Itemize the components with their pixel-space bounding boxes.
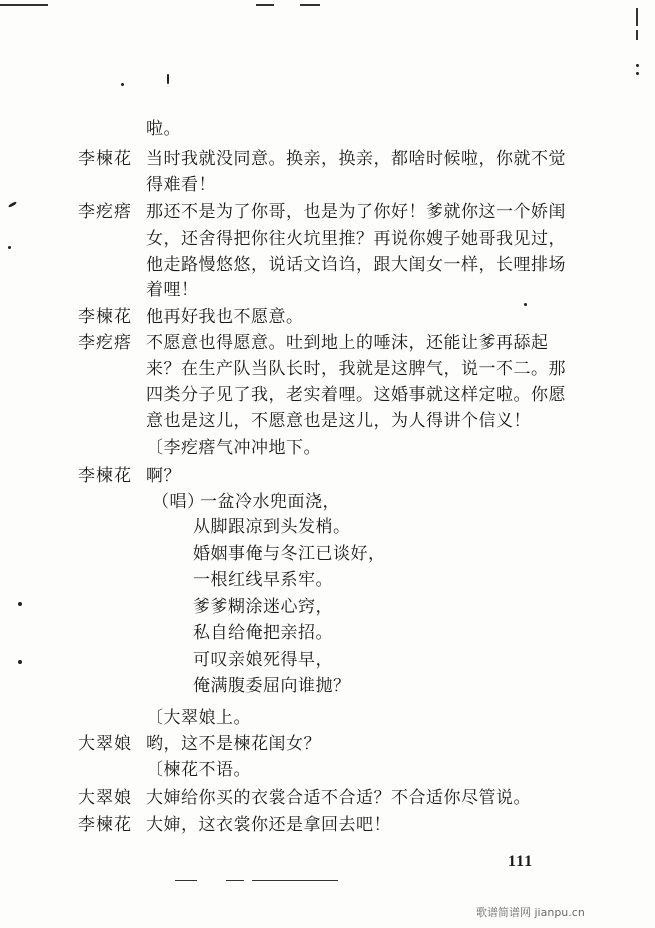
bottom-edge-mark <box>175 880 197 881</box>
scan-speck <box>524 303 527 306</box>
bottom-edge-mark <box>252 880 338 881</box>
singing-cue: （唱） <box>152 492 205 512</box>
dialogue-line: 得难看！ <box>146 175 216 195</box>
dialogue-line: 哟，这不是楝花闺女？ <box>146 734 321 754</box>
dialogue-line: 当时我就没同意。换亲，换亲，都啥时候啦，你就不觉 <box>146 149 566 169</box>
lyric-line: 婚姻事俺与冬江已谈好， <box>193 544 386 564</box>
dialogue-line: 意也是这儿，不愿意也是这儿，为人得讲个信义！ <box>146 411 531 431</box>
dialogue-line: 大婶给你买的衣裳合适不合适？不合适你尽管说。 <box>146 788 531 808</box>
speaker-name: 李楝花 <box>78 149 132 169</box>
stage-direction: 〔李疙瘩气冲冲地下。 <box>146 438 321 458</box>
speaker-name: 李楝花 <box>78 307 132 327</box>
bottom-edge-mark <box>226 880 244 881</box>
lyric-line: 爹爹糊涂迷心窍， <box>193 597 333 617</box>
scan-speck <box>121 83 124 86</box>
lyric-line: 一盆冷水兜面浇， <box>200 492 340 512</box>
scan-speck <box>636 72 639 75</box>
stage-direction: 〔大翠娘上。 <box>146 708 251 728</box>
dialogue-line: 来？在生产队当队长时，我就是这脾气，说一不二。那 <box>146 359 566 379</box>
lyric-line: 可叹亲娘死得早， <box>193 650 333 670</box>
speaker-name: 大翠娘 <box>78 788 132 808</box>
lyric-line: 从脚跟凉到头发梢。 <box>193 517 351 537</box>
top-edge-mark <box>0 4 48 6</box>
scan-speck <box>636 64 639 67</box>
lyric-line: 俺满腹委屈向谁抛？ <box>193 676 351 696</box>
speaker-name: 李疙瘩 <box>78 202 132 222</box>
scan-speck <box>8 201 17 208</box>
scan-speck <box>18 660 22 664</box>
dialogue-line: 着哩！ <box>146 280 199 300</box>
speaker-name: 大翠娘 <box>78 734 132 754</box>
dialogue-line: 他再好我也不愿意。 <box>146 307 304 327</box>
lyric-line: 一根红线早系牢。 <box>193 570 333 590</box>
scan-speck <box>167 74 169 84</box>
dialogue-line: 大婶，这衣裳你还是拿回去吧！ <box>146 815 391 835</box>
dialogue-line: 女，还舍得把你往火坑里推？再说你嫂子她哥我见过， <box>146 229 566 249</box>
dialogue-line: 不愿意也得愿意。吐到地上的唾沫，还能让爹再舔起 <box>146 333 549 353</box>
stage-direction: 〔楝花不语。 <box>146 760 251 780</box>
continued-text-line: 啦。 <box>146 119 181 139</box>
scan-speck <box>8 246 11 249</box>
speaker-name: 李楝花 <box>78 466 132 486</box>
top-edge-mark <box>300 4 320 6</box>
dialogue-line: 那还不是为了你哥，也是为了你好！爹就你这一个娇闺 <box>146 202 566 222</box>
right-edge-mark <box>636 8 638 26</box>
dialogue-line: 四类分子见了我，老实着哩。这婚事就这样定啦。你愿 <box>146 385 566 405</box>
dialogue-line: 他走路慢悠悠，说话文诌诌，跟大闺女一样，长哩排场 <box>146 255 566 275</box>
lyric-line: 私自给俺把亲招。 <box>193 623 333 643</box>
scan-speck <box>18 602 22 606</box>
speaker-name: 李楝花 <box>78 815 132 835</box>
dialogue-line: 啊？ <box>146 466 181 486</box>
watermark-text: 歌谱简谱网 jianpu.cn <box>476 906 585 919</box>
speaker-name: 李疙瘩 <box>78 333 132 353</box>
top-edge-mark <box>256 4 274 6</box>
right-edge-mark <box>636 30 638 40</box>
page-number: 111 <box>508 853 534 870</box>
